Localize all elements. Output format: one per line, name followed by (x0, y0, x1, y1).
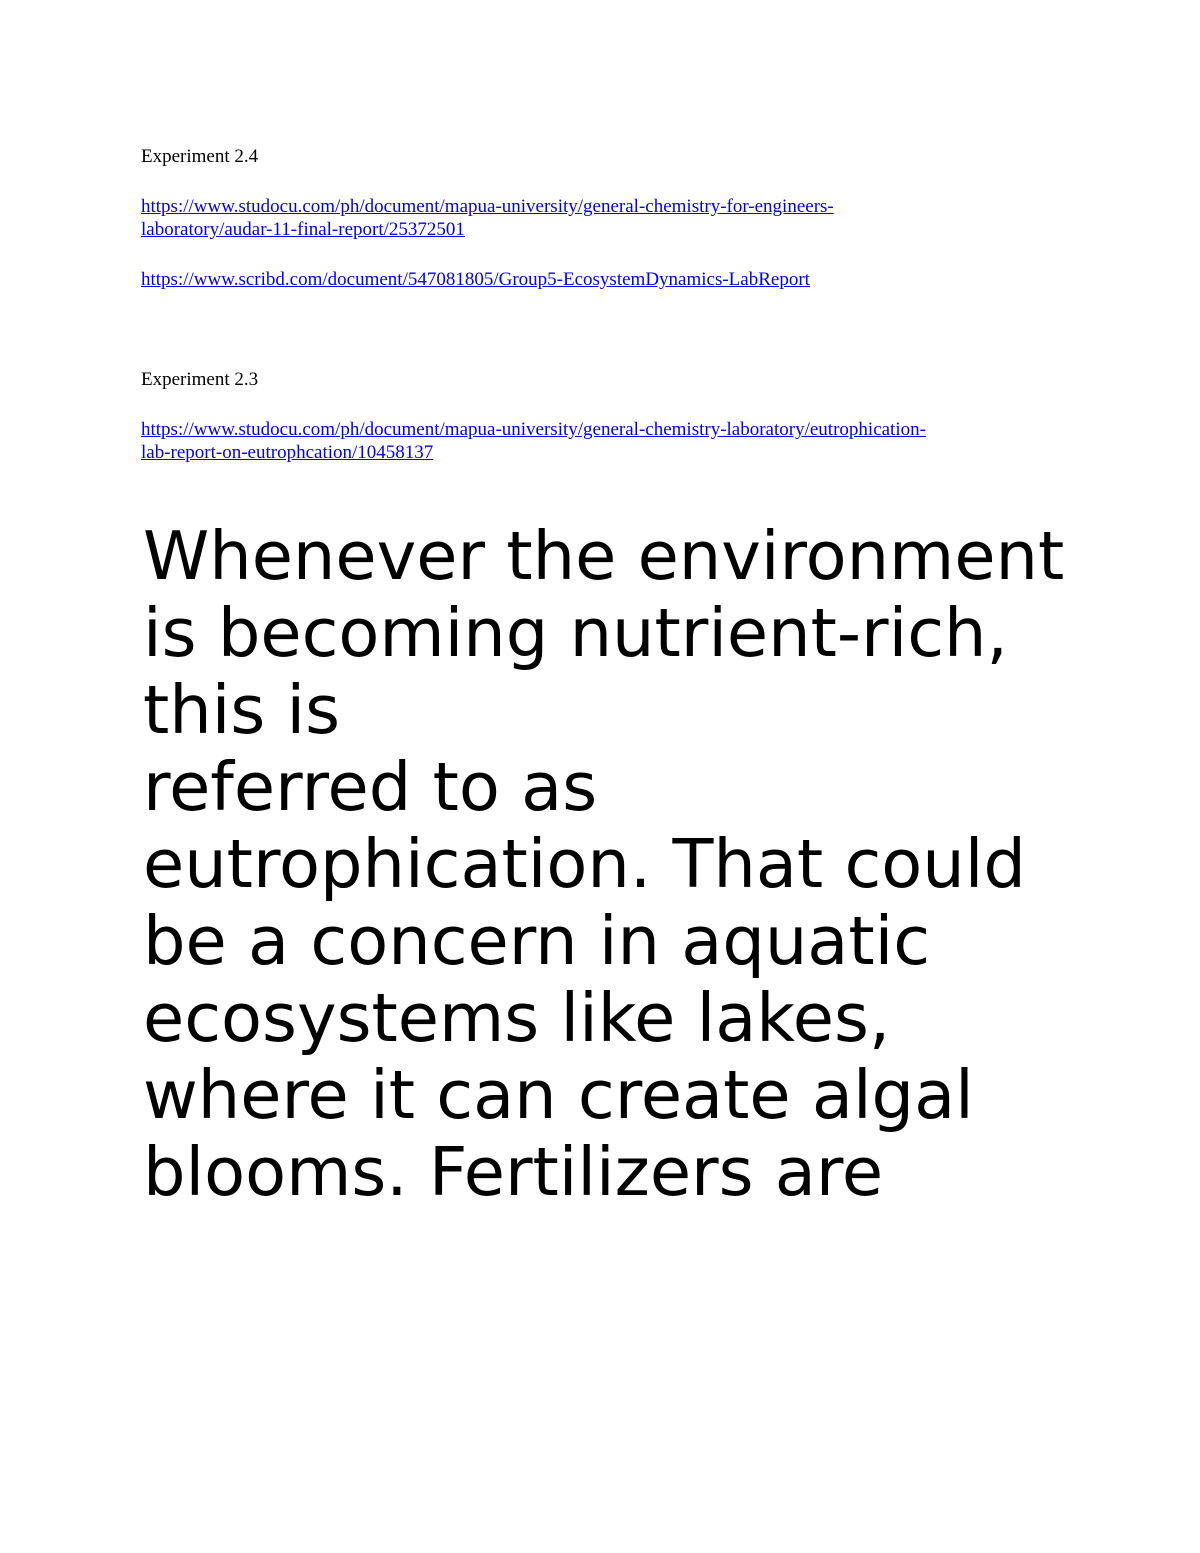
link-line: https://www.studocu.com/ph/document/mapua-university/general-chemistry-laboratory/eutrophication- (141, 419, 926, 440)
link-line: https://www.scribd.com/document/547081805/Group5-EcosystemDynamics-LabReport (141, 269, 810, 290)
body-line: eutrophication. That could (143, 825, 1026, 903)
heading-experiment-2-3: Experiment 2.3 (141, 369, 259, 390)
link-studocu-audar-report[interactable] (141, 195, 834, 241)
link-line: laboratory/audar-11-final-report/25372501 (141, 219, 465, 240)
body-line: be a concern in aquatic (143, 902, 931, 980)
link-line: lab-report-on-eutrophcation/10458137 (141, 442, 434, 463)
body-line: this is (143, 671, 341, 749)
body-line: where it can create algal (143, 1056, 974, 1134)
link-scribd-ecosystem-report[interactable] (141, 268, 810, 291)
body-paragraph (143, 518, 1064, 1211)
body-line: is becoming nutrient-rich, (143, 594, 1008, 672)
heading-experiment-2-4: Experiment 2.4 (141, 146, 259, 167)
body-line: ecosystems like lakes, (143, 979, 891, 1057)
link-line: https://www.studocu.com/ph/document/mapua-university/general-chemistry-for-engineers- (141, 196, 834, 217)
body-line: referred to as (143, 748, 598, 826)
link-studocu-eutrophication-report[interactable] (141, 418, 926, 464)
body-line: blooms. Fertilizers are (143, 1133, 884, 1211)
body-line: Whenever the environment (143, 517, 1065, 595)
